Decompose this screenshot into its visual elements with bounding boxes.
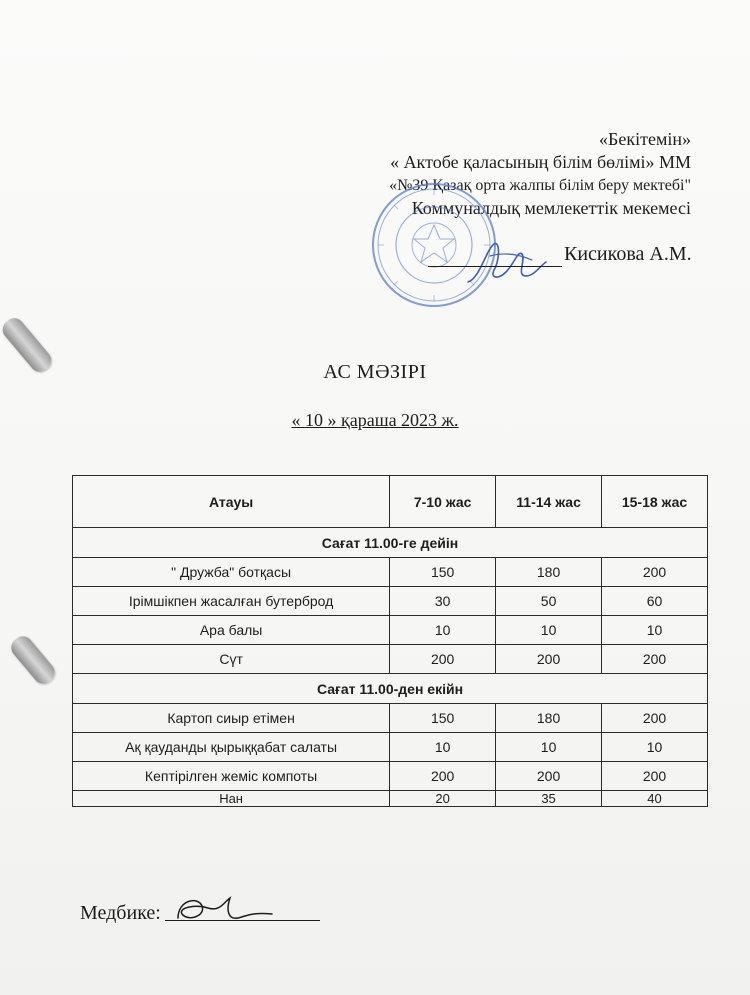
portion-15-18: 60: [602, 587, 708, 616]
dish-name: Нан: [73, 791, 390, 807]
table-row: [73, 587, 708, 616]
section-label-before-11: Сағат 11.00-ге дейін: [73, 528, 708, 558]
portion-15-18: 200: [602, 645, 708, 674]
dish-name: Кептірілген жеміс компоты: [73, 762, 390, 791]
dish-name: Картоп сиыр етімен: [73, 704, 390, 733]
portion-7-10: 10: [390, 733, 496, 762]
portion-11-14: 10: [496, 616, 602, 645]
medic-label: Медбике:: [80, 902, 161, 924]
portion-11-14: 50: [496, 587, 602, 616]
portion-15-18: 10: [602, 733, 708, 762]
header-age-7-10: 7-10 жас: [390, 476, 496, 528]
menu-table: [72, 475, 708, 807]
approval-title: «Бекітемін»: [599, 129, 691, 149]
table-row: [73, 558, 708, 587]
portion-7-10: 200: [390, 762, 496, 791]
medic-signature-line: [165, 920, 320, 921]
director-signature: [460, 230, 550, 295]
director-signature-line: [428, 266, 562, 267]
portion-7-10: 10: [390, 616, 496, 645]
portion-11-14: 180: [496, 704, 602, 733]
portion-15-18: 200: [602, 704, 708, 733]
portion-11-14: 200: [496, 762, 602, 791]
dish-name: Ақ қауданды қырыққабат салаты: [73, 733, 390, 762]
table-row: [73, 616, 708, 645]
table-row: [73, 704, 708, 733]
dish-name: " Дружба" ботқасы: [73, 558, 390, 587]
table-row: [73, 762, 708, 791]
dish-name: Сүт: [73, 645, 390, 674]
approval-institution: Коммуналдық мемлекеттік мекемесі: [411, 198, 691, 218]
menu-date: « 10 » қараша 2023 ж.: [291, 410, 459, 430]
section-row-before-11: [73, 528, 708, 558]
portion-15-18: 10: [602, 616, 708, 645]
section-label-after-11: Сағат 11.00-ден екійн: [73, 674, 708, 704]
header-name: Атауы: [73, 476, 390, 528]
section-row-after-11: [73, 674, 708, 704]
portion-15-18: 40: [602, 791, 708, 807]
portion-15-18: 200: [602, 762, 708, 791]
dish-name: Ара балы: [73, 616, 390, 645]
director-name: Кисикова А.М.: [564, 243, 692, 265]
approval-school: «№39 Қазақ орта жалпы білім беру мектебі": [389, 177, 691, 194]
medic-signature: [168, 888, 278, 930]
portion-7-10: 150: [390, 704, 496, 733]
approval-department: « Актобе қаласының білім бөлімі» ММ: [390, 152, 691, 172]
portion-7-10: 20: [390, 791, 496, 807]
table-header-row: [73, 476, 708, 528]
portion-7-10: 150: [390, 558, 496, 587]
table-row: [73, 645, 708, 674]
portion-15-18: 200: [602, 558, 708, 587]
portion-11-14: 10: [496, 733, 602, 762]
dish-name: Ірімшікпен жасалған бутерброд: [73, 587, 390, 616]
portion-11-14: 200: [496, 645, 602, 674]
portion-7-10: 30: [390, 587, 496, 616]
table-row: [73, 791, 708, 807]
header-age-15-18: 15-18 жас: [602, 476, 708, 528]
page-title: АС МӘЗІРІ: [323, 361, 427, 383]
portion-11-14: 35: [496, 791, 602, 807]
header-age-11-14: 11-14 жас: [496, 476, 602, 528]
portion-7-10: 200: [390, 645, 496, 674]
table-row: [73, 733, 708, 762]
portion-11-14: 180: [496, 558, 602, 587]
